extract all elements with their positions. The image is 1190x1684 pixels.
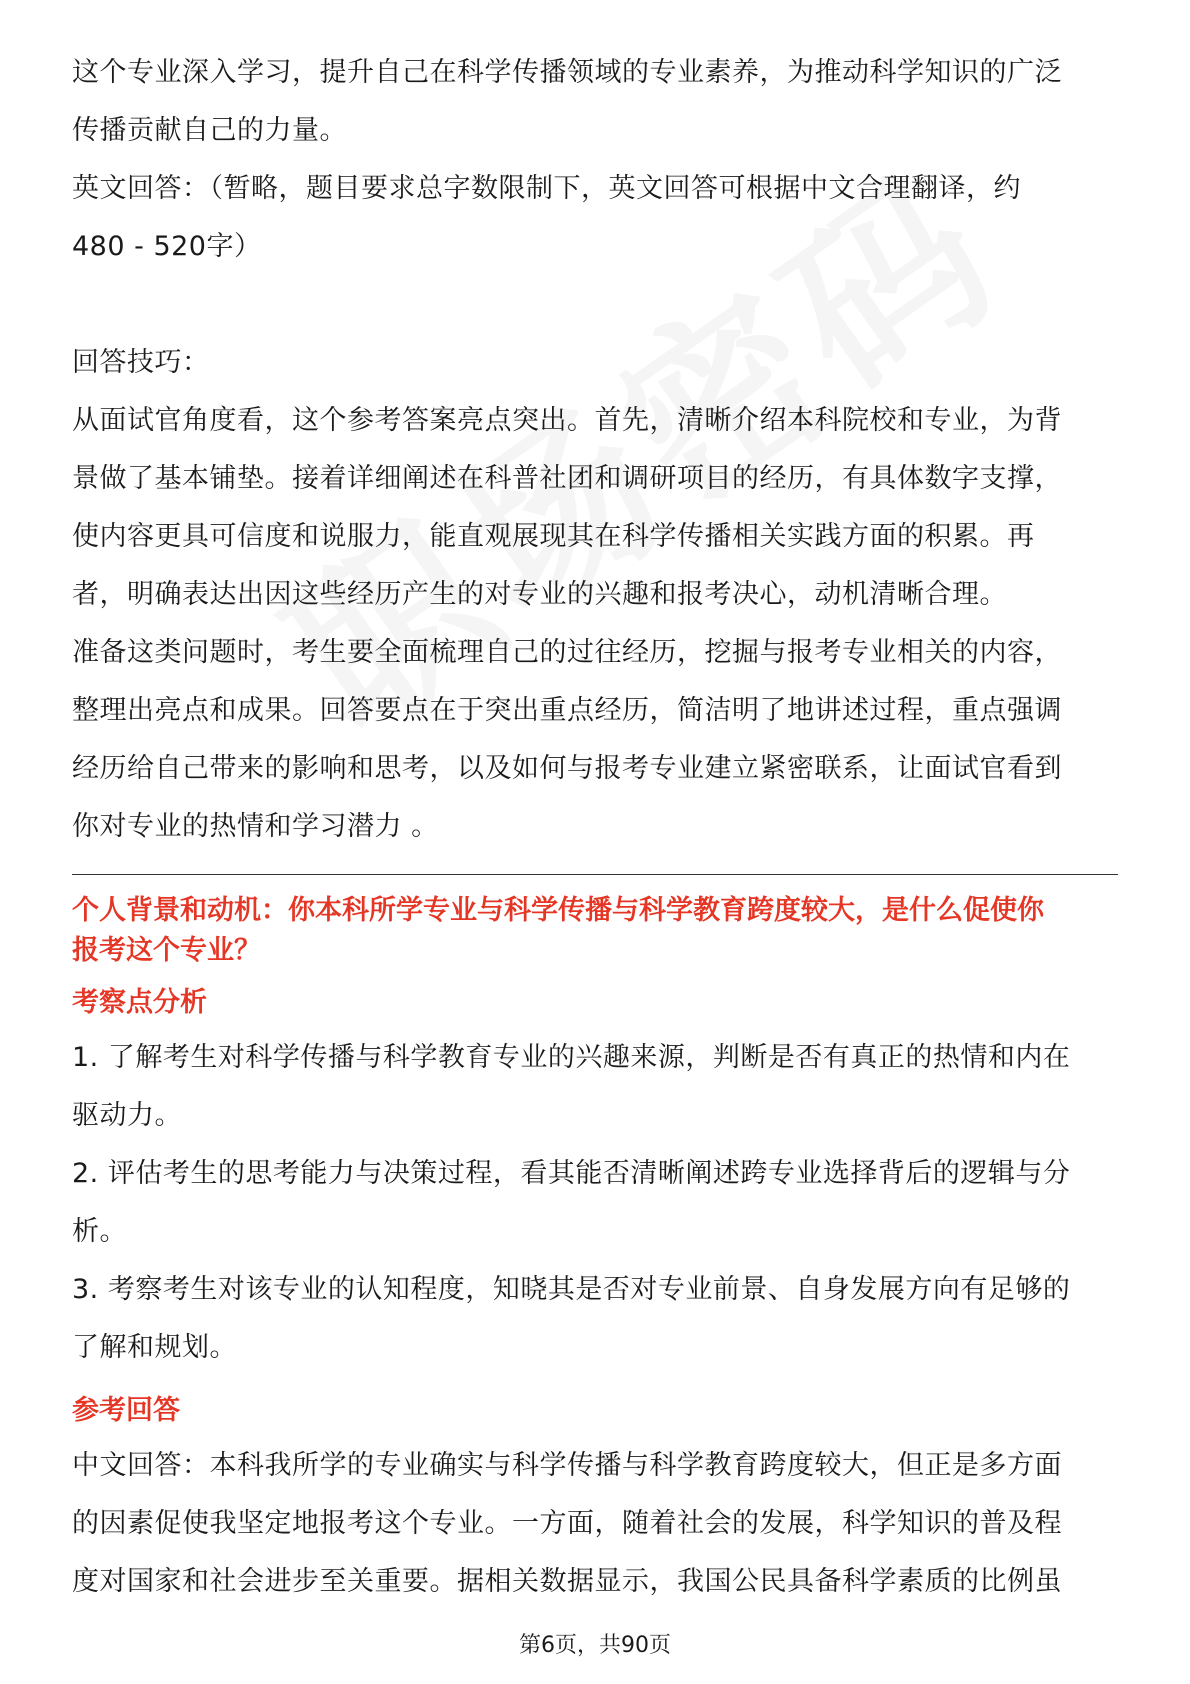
question-title-line-1: 个人背景和动机：你本科所学专业与科学传播与科学教育跨度较大，是什么促使你 bbox=[72, 895, 1044, 926]
reference-line: 度对国家和社会进步至关重要。据相关数据显示，我国公民具备科学素质的比例虽 bbox=[72, 1566, 1062, 1597]
tips-para2-line: 你对专业的热情和学习潜力 。 bbox=[72, 811, 439, 842]
tips-para2-line: 准备这类问题时，考生要全面梳理自己的过往经历，挖掘与报考专业相关的内容， bbox=[72, 637, 1062, 668]
tips-para1-line: 使内容更具可信度和说服力，能直观展现其在科学传播相关实践方面的积累。再 bbox=[72, 521, 1035, 552]
spacer bbox=[72, 1377, 1118, 1391]
analysis-point-1-cont: 驱动力。 bbox=[72, 1100, 182, 1131]
page-content bbox=[72, 44, 1118, 1611]
tips-para1-line: 从面试官角度看，这个参考答案亮点突出。首先，清晰介绍本科院校和专业，为背 bbox=[72, 405, 1062, 436]
intro-line-2: 传播贡献自己的力量。 bbox=[72, 115, 347, 146]
reference-heading: 参考回答 bbox=[72, 1395, 180, 1426]
tips-para1-line: 者，明确表达出因这些经历产生的对专业的兴趣和报考决心，动机清晰合理。 bbox=[72, 579, 1007, 610]
tips-para2-line: 整理出亮点和成果。回答要点在于突出重点经历，简洁明了地讲述过程，重点强调 bbox=[72, 695, 1062, 726]
reference-line: 的因素促使我坚定地报考这个专业。一方面，随着社会的发展，科学知识的普及程 bbox=[72, 1508, 1062, 1539]
analysis-point-1: 1. 了解考生对科学传播与科学教育专业的兴趣来源，判断是否有真正的热情和内在 bbox=[72, 1042, 1071, 1073]
question-title bbox=[72, 891, 1118, 971]
english-answer-line-1: 英文回答：（暂略，题目要求总字数限制下，英文回答可根据中文合理翻译，约 bbox=[72, 173, 1021, 204]
analysis-point-2: 2. 评估考生的思考能力与决策过程，看其能否清晰阐述跨专业选择背后的逻辑与分 bbox=[72, 1158, 1071, 1189]
intro-line-1: 这个专业深入学习，提升自己在科学传播领域的专业素养，为推动科学知识的广泛 bbox=[72, 57, 1062, 88]
tips-heading: 回答技巧： bbox=[72, 347, 210, 378]
analysis-point-2-cont: 析。 bbox=[72, 1216, 127, 1247]
tips-para1-line: 景做了基本铺垫。接着详细阐述在科普社团和调研项目的经历，有具体数字支撑， bbox=[72, 463, 1062, 494]
analysis-point-3: 3. 考察考生对该专业的认知程度，知晓其是否对专业前景、自身发展方向有足够的 bbox=[72, 1274, 1071, 1305]
blank-line bbox=[72, 276, 1118, 334]
section-divider bbox=[72, 874, 1118, 875]
tips-para2-line: 经历给自己带来的影响和思考，以及如何与报考专业建立紧密联系，让面试官看到 bbox=[72, 753, 1062, 784]
question-title-line-2: 报考这个专业？ bbox=[72, 935, 261, 966]
page-footer: 第6页，共90页 bbox=[519, 1633, 671, 1658]
analysis-heading: 考察点分析 bbox=[72, 987, 207, 1018]
analysis-point-3-cont: 了解和规划。 bbox=[72, 1332, 237, 1363]
english-answer-line-2: 480 - 520字） bbox=[72, 231, 262, 262]
reference-line: 中文回答：本科我所学的专业确实与科学传播与科学教育跨度较大，但正是多方面 bbox=[72, 1450, 1062, 1481]
